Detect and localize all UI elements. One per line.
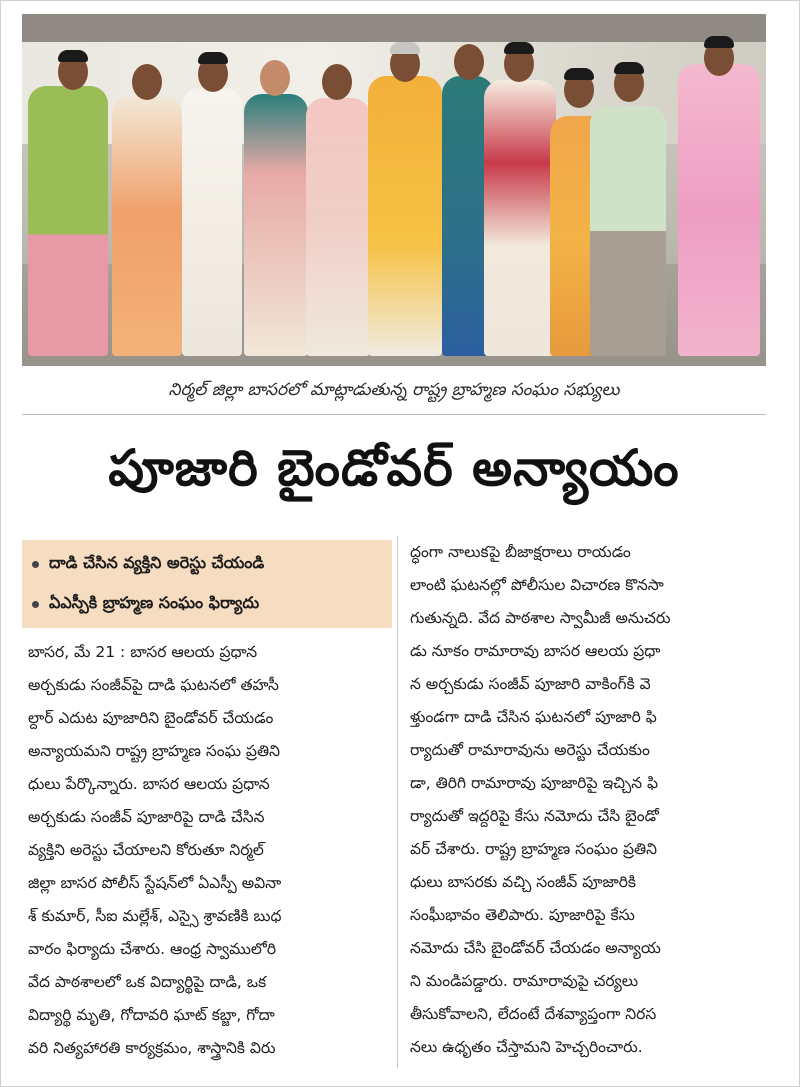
article-right-column (410, 536, 772, 1064)
person-1 (28, 86, 108, 356)
person-10-hair (614, 62, 644, 74)
column-divider (397, 536, 398, 1068)
article-line: వ్యక్తిని అరెస్టు చేయాలని కోరుతూ నిర్మల్ (28, 841, 264, 859)
headline: పూజారి బైండోవర్ అన్యాయం (108, 438, 680, 497)
person-1-hair (58, 50, 88, 62)
article-line: న అర్చకుడు సంజీవ్ పూజారి వాకింగ్‌కి వె (410, 675, 651, 693)
bullet-dot-icon (32, 601, 39, 608)
person-11 (678, 64, 760, 356)
person-10 (590, 106, 666, 356)
photo-roof (22, 14, 766, 42)
article-line: బాసర, మే 21 : బాసర ఆలయ ప్రధాన (28, 643, 258, 661)
bullet-text: ఏఎస్పీకి బ్రాహ్మణ సంఘం ఫిర్యాదు (49, 592, 260, 612)
person-9-hair (564, 68, 594, 80)
person-6-hair (390, 42, 420, 54)
article-line: జిల్లా బాసర పోలీస్ స్టేషన్‌లో ఏఎస్పీ అవినా (28, 874, 282, 892)
person-5-head (322, 64, 352, 100)
article-line: డు నూకం రామారావు బాసర ఆలయ ప్రధా (410, 642, 661, 660)
news-photo (22, 14, 766, 366)
article-line: సంఘీభావం తెలిపారు. పూజారిపై కేసు (410, 906, 635, 924)
bullet-box (22, 540, 392, 628)
person-6 (368, 76, 442, 356)
photo-caption: నిర్మల్ జిల్లా బాసరలో మాట్లాడుతున్న రాష్ట్ర బ్రాహ్మణ సంఘం సభ్యులు (168, 380, 620, 400)
person-3 (182, 88, 242, 356)
person-4 (244, 94, 308, 356)
person-5 (306, 98, 370, 356)
person-11-hair (704, 36, 734, 48)
article-line: ల్దార్ ఎదుట పూజారిని బైండోవర్ చేయడం (28, 709, 274, 727)
article-line: వారం ఫిర్యాదు చేశారు. ఆంధ్ర స్వాములోరి (28, 940, 277, 958)
person-2 (112, 96, 182, 356)
article-line: వరి నిత్యహారతి కార్యక్రమం, శాస్త్రానికి విరు (28, 1039, 276, 1057)
article-left-column (28, 636, 384, 1065)
bullet-text: దాడి చేసిన వ్యక్తిని అరెస్టు చేయండి (49, 552, 265, 572)
caption-divider (22, 414, 766, 415)
article-line: లాంటి ఘటనల్లో పోలీసుల విచారణ కొనసా (410, 576, 664, 594)
article-line: వేద పాఠశాలలో ఒక విద్యార్థిపై దాడి, ఒక (28, 973, 267, 991)
article-line: గుతున్నది. వేద పాఠశాల స్వామీజీ అనుచరు (410, 609, 671, 627)
article-line: నలు ఉధృతం చేస్తామని హెచ్చరించారు. (410, 1038, 643, 1056)
person-3-hair (198, 52, 228, 64)
article-line: ళ్తుండగా దాడి చేసిన ఘటనలో పూజారి ఫి (410, 708, 657, 726)
article-line: డా, తిరిగి రామారావు పూజారిపై ఇచ్చిన ఫి (410, 774, 659, 792)
article-line: ద్ధంగా నాలుకపై బీజాక్షరాలు రాయడం (410, 543, 631, 561)
article-line: ధులు పేర్కొన్నారు. బాసర ఆలయ ప్రధాన (28, 775, 270, 793)
article-line: తీసుకోవాలని, లేదంటే దేశవ్యాప్తంగా నిరస (410, 1005, 657, 1023)
article-line: ర్యాదుతో ఇద్దరిపై కేసు నమోదు చేసి బైండో (410, 807, 659, 825)
bullet-item (30, 546, 264, 582)
article-line: విద్యార్థి మృతి, గోదావరి ఘాట్ కబ్జా, గోదా (28, 1006, 275, 1024)
person-7-head (454, 44, 484, 80)
article-line: ర్యాదుతో రామారావును అరెస్టు చేయకుం (410, 741, 650, 759)
article-line: ని మండిపడ్డారు. రామారావుపై చర్యలు (410, 972, 639, 990)
person-2-head (132, 64, 162, 100)
article-line: వర్ చేశారు. రాష్ట్ర బ్రాహ్మణ సంఘం ప్రతిని (410, 840, 658, 858)
article-line: అన్యాయమని రాష్ట్ర బ్రాహ్మణ సంఘ ప్రతిని (28, 742, 280, 760)
article-line: అర్చకుడు సంజీవ్ పూజారిపై దాడి చేసిన (28, 808, 265, 826)
article-line: అర్చకుడు సంజీవ్‌పై దాడి ఘటనలో తహసీ (28, 676, 279, 694)
bullet-item (30, 586, 259, 622)
person-8 (484, 80, 556, 356)
article-line: ధులు బాసరకు వచ్చి సంజీవ్ పూజారికి (410, 873, 637, 891)
person-8-hair (504, 42, 534, 54)
bullet-dot-icon (32, 561, 39, 568)
article-line: నమోదు చేసి బైండోవర్ చేయడం అన్యాయ (410, 939, 661, 957)
article-line: శ్ కుమార్, సీఐ మల్లేశ్, ఎస్సై శ్రావణికి బుధ (28, 907, 282, 925)
person-4-head (260, 60, 290, 96)
